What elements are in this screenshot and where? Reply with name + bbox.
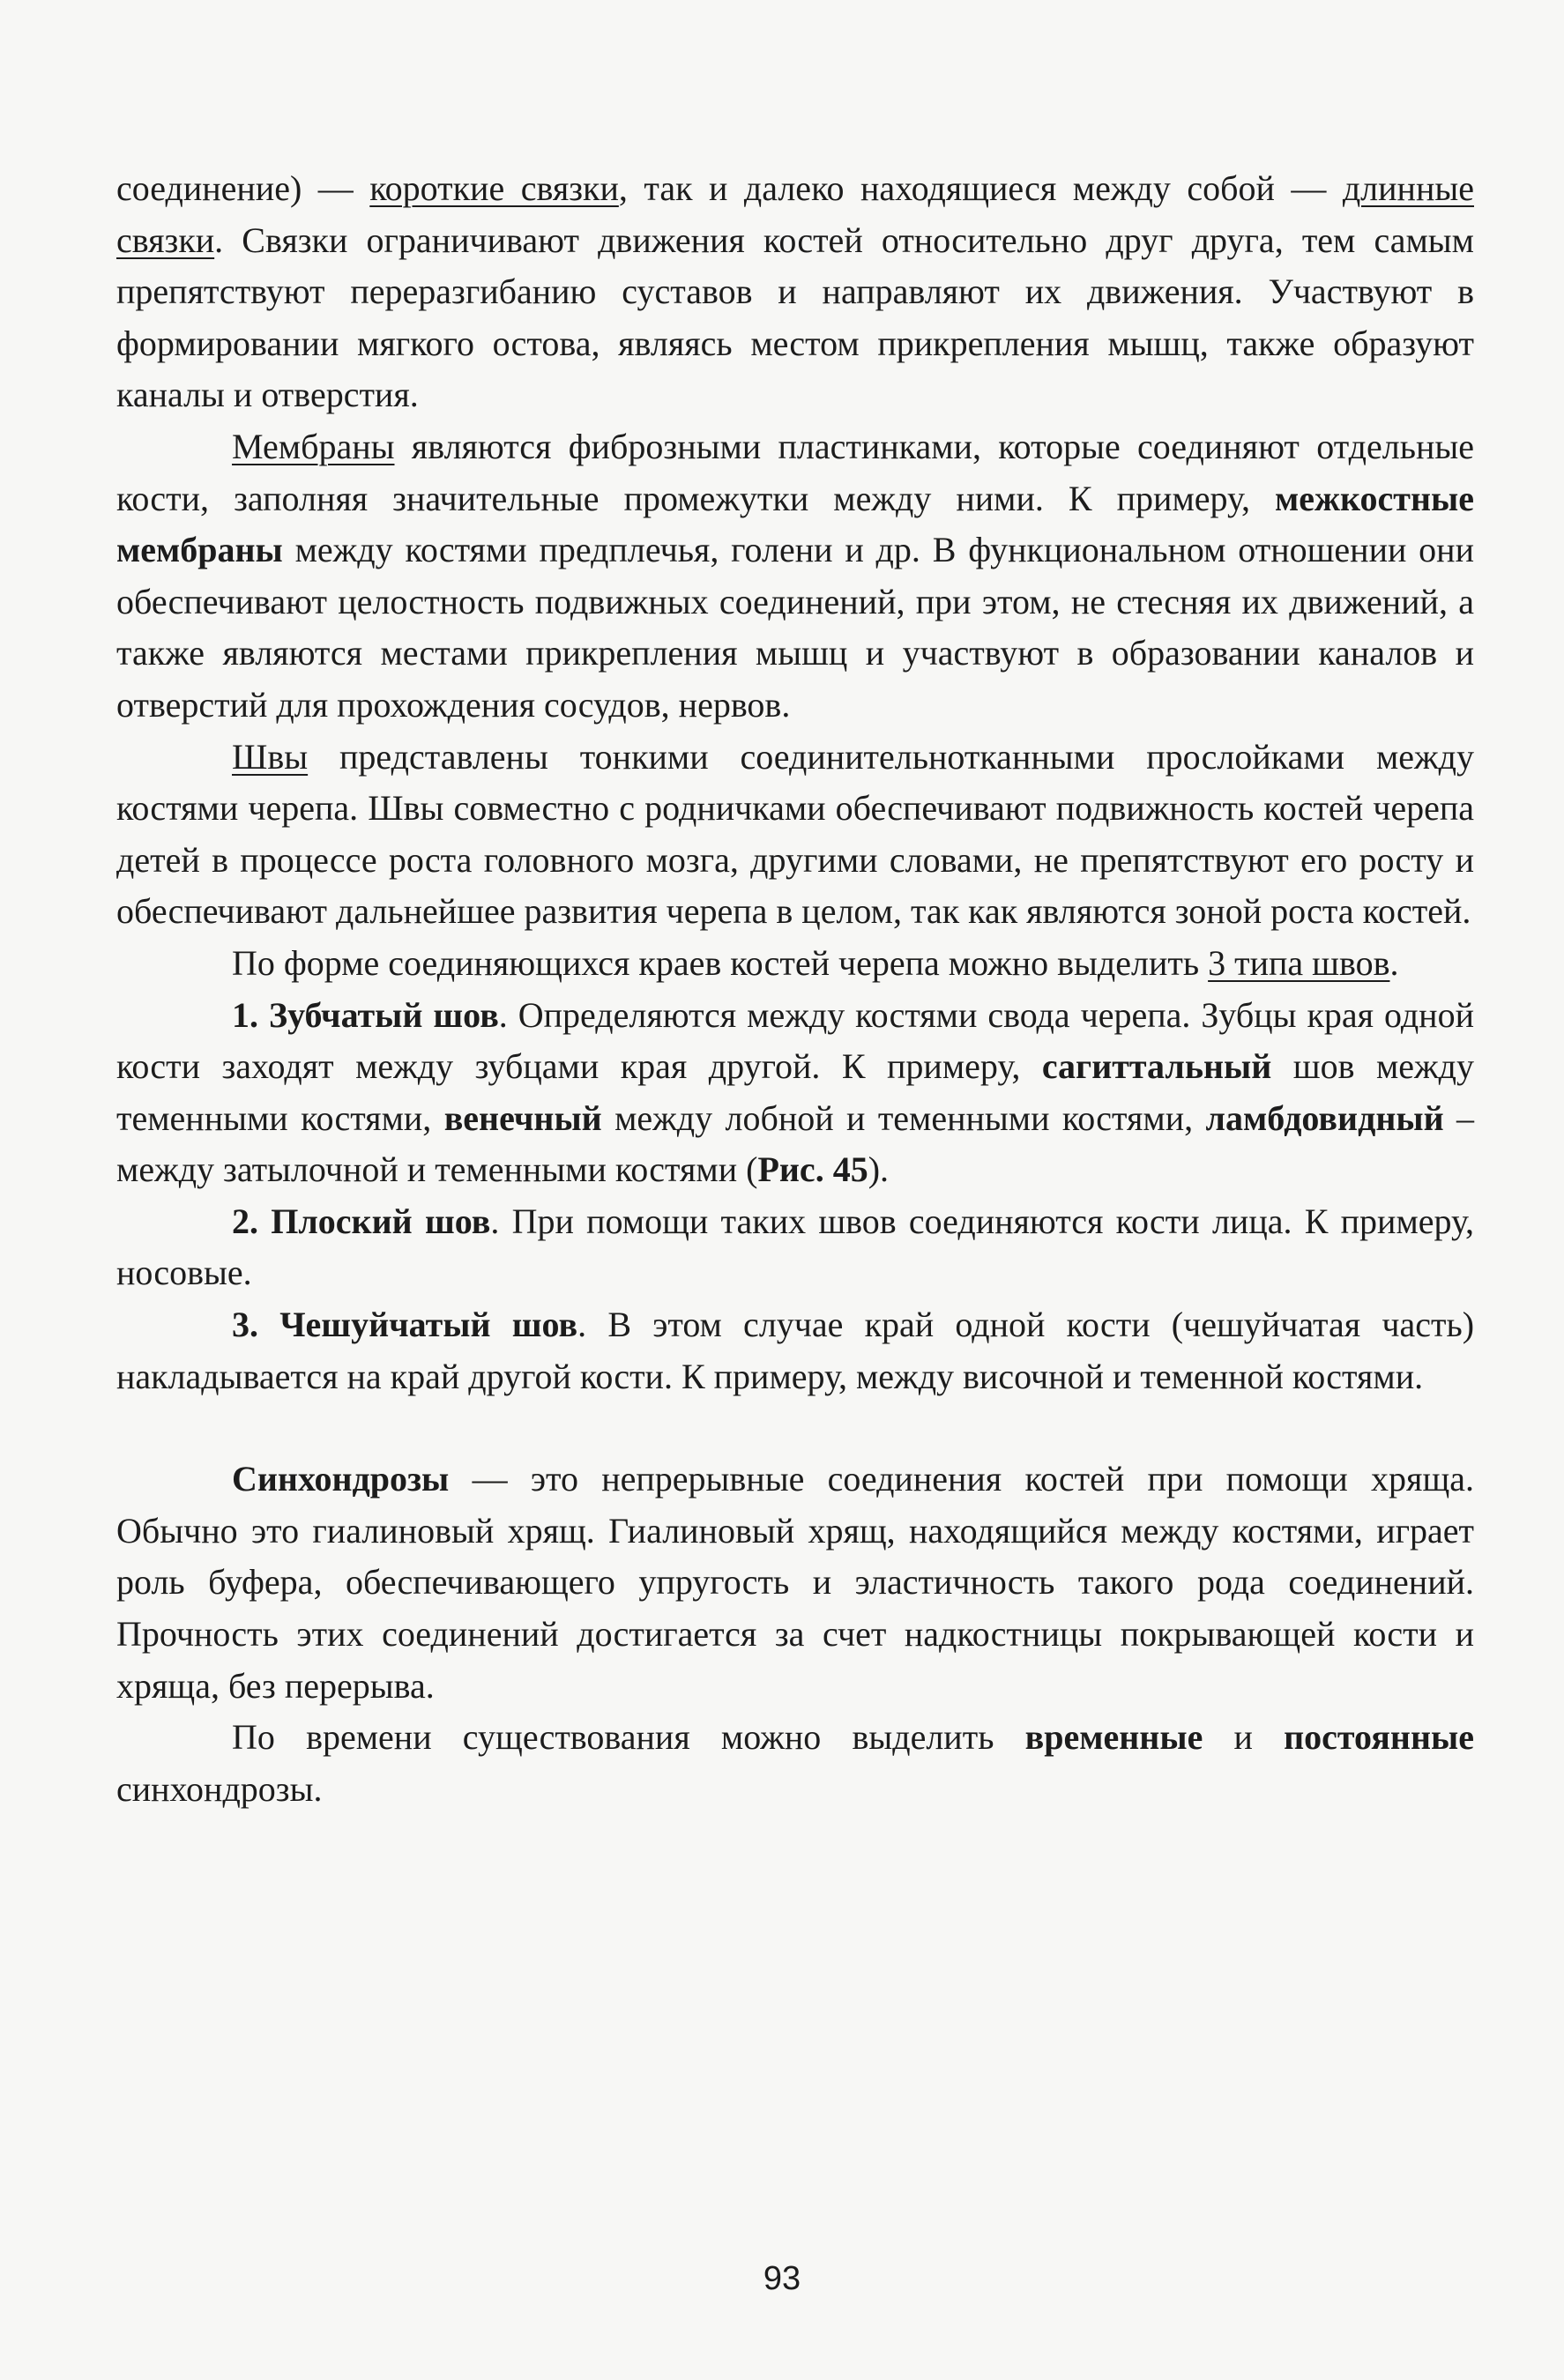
underlined-term: 3 типа швов <box>1208 942 1390 983</box>
bold-term: постоянные <box>1284 1717 1475 1758</box>
text-run: . Связки ограничивают движения костей относительно друг друга, тем самым препятствуют переразгибанию суставов и направляют их движения. Участвуют в формировании мягкого остова, являясь местом прикрепления мышц, также образуют каналы и отверстия. <box>116 219 1474 415</box>
paragraph-membranes <box>116 421 1474 732</box>
text-run: . Определяются между костями свода черепа. Зубцы края одной кости заходят между зубцами края другой. К примеру, <box>116 994 1474 1087</box>
paragraph-suture-types <box>116 938 1474 990</box>
text-run: синхондрозы. <box>116 1768 323 1809</box>
body-text <box>116 163 1474 1815</box>
text-run: шов между теменными костями, <box>116 1046 1474 1138</box>
underlined-term: Мембраны <box>232 426 395 466</box>
text-run: По форме соединяющихся краев костей черепа можно выделить <box>232 942 1209 983</box>
text-run: . <box>1389 942 1399 983</box>
paragraph-spacer <box>116 1402 1474 1454</box>
list-item-squamous-suture <box>116 1299 1474 1402</box>
bold-term: Синхондрозы <box>232 1459 450 1499</box>
text-run: По времени существования можно выделить <box>232 1717 1025 1758</box>
text-run: между костями предплечья, голени и др. В функциональном отношении они обеспечивают целостность подвижных соединений, при этом, не стесняя их движений, а также являются местами прикрепления мышц и участвуют в образовании каналов и отверстий для прохождения сосудов, нервов. <box>116 530 1474 725</box>
paragraph-synchondroses <box>116 1454 1474 1712</box>
bold-term: 1. Зубчатый шов <box>232 994 499 1035</box>
list-item-serrated-suture <box>116 990 1474 1196</box>
text-run: соединение) — <box>116 168 370 208</box>
bold-term: ламбдовидный <box>1205 1097 1444 1138</box>
bold-term: межкостные мембраны <box>116 478 1474 570</box>
paragraph-ligaments <box>116 163 1474 421</box>
text-run: и <box>1203 1717 1285 1758</box>
bold-term: 3. Чешуйчатый шов <box>232 1305 578 1345</box>
text-run: . В этом случае край одной кости (чешуйчатая часть) накладывается на край другой кости. К примеру, между височной и теменной костями. <box>116 1305 1475 1396</box>
text-run: между лобной и теменными костями, <box>601 1097 1206 1138</box>
page-number: 93 <box>763 2260 801 2297</box>
text-run: . При помощи таких швов соединяются кости лица. К примеру, носовые. <box>116 1201 1474 1293</box>
bold-term: 2. Плоский шов <box>232 1201 491 1241</box>
text-run: ). <box>868 1149 890 1190</box>
paragraph-synchondrosis-types <box>116 1712 1474 1815</box>
text-run: – между затылочной и теменными костями ( <box>116 1097 1475 1190</box>
list-item-flat-suture <box>116 1196 1474 1299</box>
paragraph-sutures <box>116 732 1474 938</box>
text-run: , так и далеко находящиеся между собой — <box>618 168 1343 208</box>
bold-term: сагиттальный <box>1041 1046 1272 1087</box>
text-run: представлены тонкими соединительнотканными прослойками между костями черепа. Швы совместно с родничками обеспечивают подвижность костей черепа детей в процессе роста головного мозга, другими словами, не препятствуют его росту и обеспечивают дальнейшее развития черепа в целом, так как являются зоной роста костей. <box>116 736 1474 932</box>
bold-term: венечный <box>443 1097 602 1138</box>
underlined-term: короткие связки <box>369 168 619 208</box>
bold-term: временные <box>1024 1717 1203 1758</box>
text-run: — это непрерывные соединения костей при помощи хряща. Обычно это гиалиновый хрящ. Гиалиновый хрящ, находящийся между костями, играет роль буфера, обеспечивающего упругость и эластичность такого рода соединений. Прочность этих соединений достигается за счет надкостницы покрывающей кости и хряща, без перерыва. <box>116 1459 1474 1706</box>
figure-reference: Рис. 45 <box>757 1149 868 1190</box>
underlined-term: Швы <box>232 736 309 777</box>
underlined-term: длинные связки <box>116 168 1474 260</box>
text-run: являются фиброзными пластинками, которые соединяют отдельные кости, заполняя значительные промежутки между ними. К примеру, <box>116 426 1474 518</box>
